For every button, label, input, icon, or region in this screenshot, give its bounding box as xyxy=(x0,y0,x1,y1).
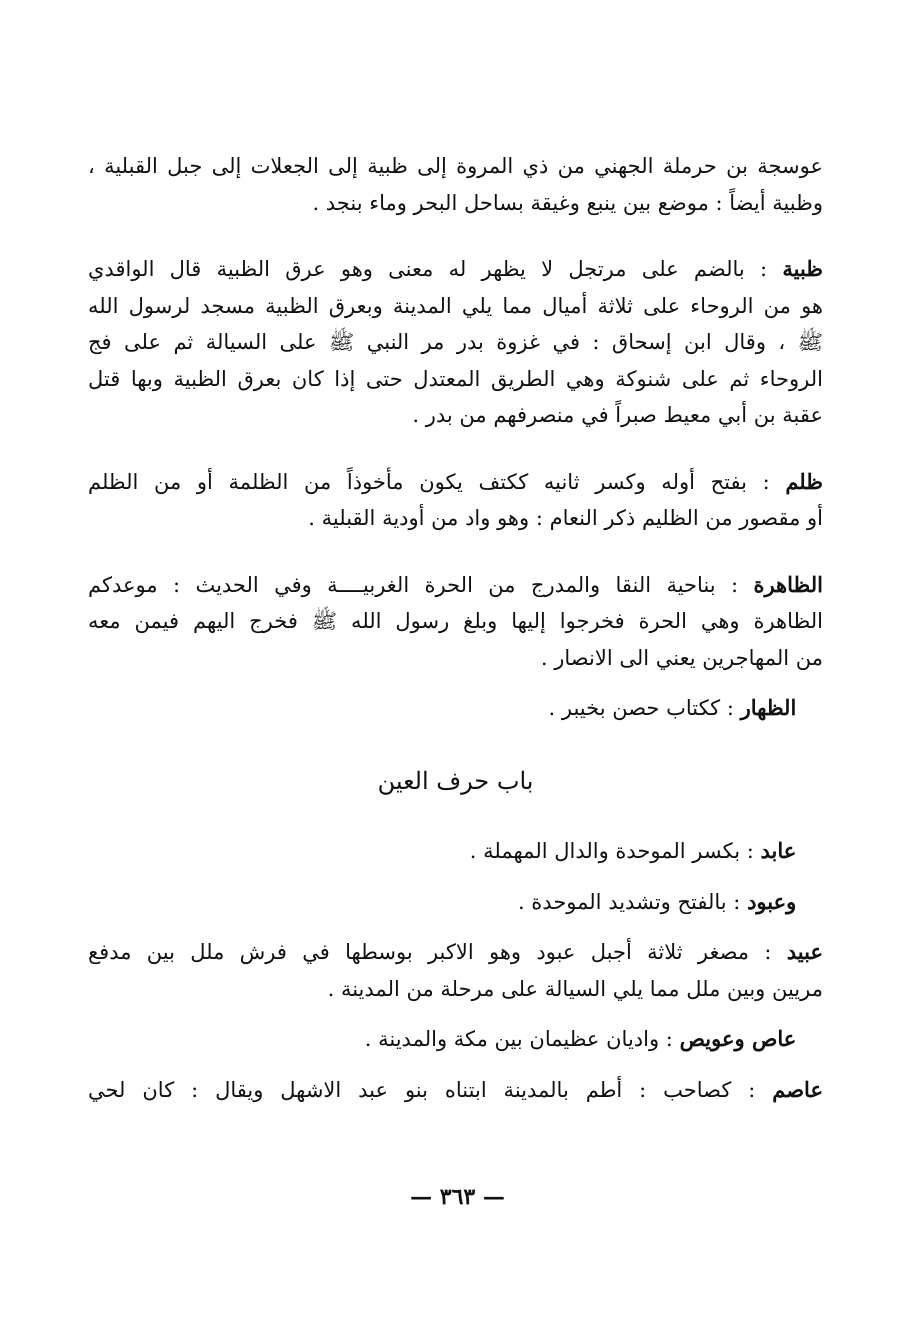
entry-abbud xyxy=(88,884,823,921)
entry-zabya xyxy=(88,251,823,434)
entry-ubayd xyxy=(88,934,823,1007)
text-line: الظاهرة : بناحية النقا والمدرج من الحرة الغربيــــة وفي الحديث : موعدكم xyxy=(88,571,823,597)
text-line: عاص وعويص : واديان عظيمان بين مكة والمدينة . xyxy=(364,1026,797,1051)
entry-azzihar xyxy=(88,690,823,727)
headword: الظهار xyxy=(740,695,797,720)
headword: ظلم xyxy=(785,468,823,494)
headword: عاص وعويص xyxy=(679,1026,797,1051)
text-line: هو من الروحاء على ثلاثة أميال مما يلي المدينة وبعرق الظبية مسجد لرسول الله xyxy=(88,293,823,318)
headword: ظبية xyxy=(782,256,823,281)
text-line: عقبة بن أبي معيط صبراً في منصرفهم من بدر . xyxy=(412,403,823,427)
entry-zalm xyxy=(88,464,823,537)
headword: عاصم xyxy=(772,1076,823,1102)
text-line: ظلم : بفتح أوله وكسر ثانيه ككتف يكون مأخوذاً من الظلمة أو من الظلم xyxy=(88,468,823,494)
text-line: من المهاجرين يعني الى الانصار . xyxy=(540,645,823,670)
entry-continuation xyxy=(88,148,823,221)
entry-asim xyxy=(88,1072,823,1109)
text-line: عاصم : كصاحب : أطم بالمدينة ابتناه بنو عبد الاشهل ويقال : كان لحي xyxy=(88,1076,823,1102)
headword: وعبود xyxy=(747,888,797,914)
headword: عبيد xyxy=(786,939,823,964)
headword: عابد xyxy=(760,838,797,863)
text-line: وعبود : بالفتح وتشديد الموحدة . xyxy=(517,888,797,914)
text-line: مريين وبين ملل مما يلي السيالة على مرحلة من المدينة . xyxy=(327,976,823,1001)
text-line: عبيد : مصغر ثلاثة أجبل عبود وهو الاكبر بوسطها في فرش ملل بين مدفع xyxy=(88,939,823,964)
entry-azzahira xyxy=(88,567,823,677)
entry-as-wa-uways xyxy=(88,1021,823,1058)
main-text xyxy=(88,148,823,1122)
text-line: الظاهرة وهي الحرة فخرجوا إليها وبلغ رسول الله ﷺ فخرج اليهم فيمن معه xyxy=(88,609,823,633)
text-line: عابد : بكسر الموحدة والدال المهملة . xyxy=(469,838,797,863)
text-line: ظبية : بالضم على مرتجل لا يظهر له معنى وهو عرق الظبية قال الواقدي xyxy=(88,256,823,281)
text-line: الروحاء ثم على شنوكة وهي الطريق المعتدل حتى إذا كان بعرق الظبية وبها قتل xyxy=(88,366,823,391)
section-heading: باب حرف العين xyxy=(377,766,534,795)
text-line: ﷺ ، وقال ابن إسحاق : في غزوة بدر مر النبي ﷺ على السيالة ثم على فج xyxy=(88,330,823,354)
page-number: — ٣٦٣ — xyxy=(410,1184,505,1210)
text-line: عوسجة بن حرملة الجهني من ذي المروة إلى ظبية إلى الجعلات إلى جبل القبلية ، xyxy=(88,154,823,178)
text-line: وظبية أيضاً : موضع بين ينبع وغيقة بساحل البحر وماء بنجد . xyxy=(312,190,823,215)
text-line: الظهار : ككتاب حصن بخيبر . xyxy=(548,695,797,720)
entry-abid xyxy=(88,833,823,870)
headword: الظاهرة xyxy=(753,571,823,597)
text-line: أو مقصور من الظليم ذكر النعام : وهو واد من أودية القبلية . xyxy=(308,506,823,530)
